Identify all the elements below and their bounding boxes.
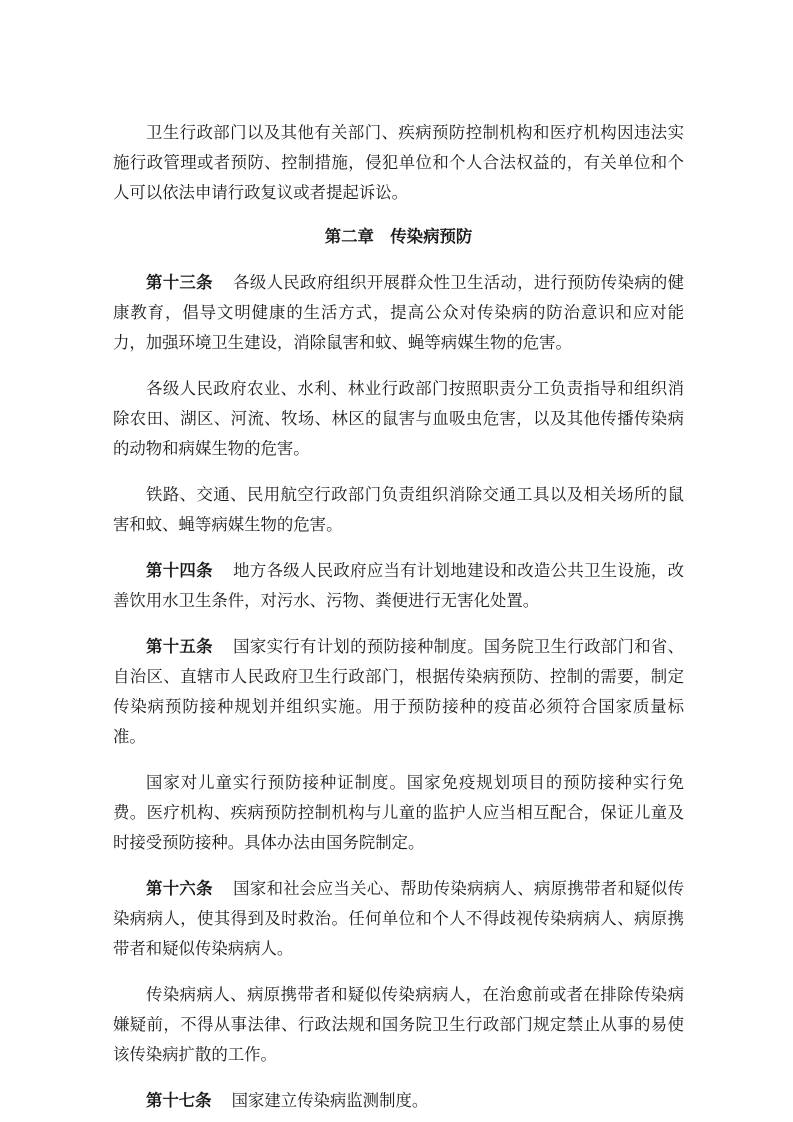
paragraph-text: 各级人民政府组织开展群众性卫生活动，进行预防传染病的健康教育，倡导文明健康的生活方式，提高公众对传染病的防治意识和应对能力，加强环境卫生建设，消除鼠害和蚊、蝇等病媒生物的危害。 [113,273,685,352]
paragraph [113,480,684,540]
paragraph-text: 国家建立传染病监测制度。 [231,1091,429,1110]
article-17 [113,1086,684,1116]
paragraph-text: 国家和社会应当关心、帮助传染病病人、病原携带者和疑似传染病病人，使其得到及时救治。任何单位和个人不得歧视传染病病人、病原携带者和疑似传染病病人。 [113,879,685,958]
paragraph-text: 各级人民政府农业、水利、林业行政部门按照职责分工负责指导和组织消除农田、湖区、河流、牧场、林区的鼠害与血吸虫危害，以及其他传播传染病的动物和病媒生物的危害。 [113,379,684,458]
article-16 [113,874,684,964]
paragraph-text: 国家对儿童实行预防接种证制度。国家免疫规划项目的预防接种实行免费。医疗机构、疾病预防控制机构与儿童的监护人应当相互配合，保证儿童及时接受预防接种。具体办法由国务院制定。 [113,773,684,852]
article-number: 第十七条 [146,1091,212,1110]
article-number: 第十六条 [146,879,213,898]
article-number: 第十三条 [146,273,213,292]
paragraph-text: 地方各级人民政府应当有计划地建设和改造公共卫生设施，改善饮用水卫生条件，对污水、污物、粪便进行无害化处置。 [113,561,685,610]
paragraph [113,118,684,208]
document-body [113,118,684,1116]
article-number: 第十四条 [146,561,213,580]
paragraph [113,980,684,1070]
article-number: 第十五条 [146,637,213,656]
article-15 [113,632,684,752]
article-13 [113,268,684,358]
article-14 [113,556,684,616]
paragraph-text: 传染病病人、病原携带者和疑似传染病病人，在治愈前或者在排除传染病嫌疑前，不得从事法律、行政法规和国务院卫生行政部门规定禁止从事的易使该传染病扩散的工作。 [113,985,684,1064]
paragraph [113,374,684,464]
paragraph-text: 国家实行有计划的预防接种制度。国务院卫生行政部门和省、自治区、直辖市人民政府卫生行政部门，根据传染病预防、控制的需要，制定传染病预防接种规划并组织实施。用于预防接种的疫苗必须符合国家质量标准。 [113,637,685,746]
paragraph-text: 铁路、交通、民用航空行政部门负责组织消除交通工具以及相关场所的鼠害和蚊、蝇等病媒生物的危害。 [113,485,684,534]
paragraph [113,768,684,858]
chapter-heading: 第二章 传染病预防 [324,227,473,246]
paragraph-text: 卫生行政部门以及其他有关部门、疾病预防控制机构和医疗机构因违法实施行政管理或者预防、控制措施，侵犯单位和个人合法权益的，有关单位和个人可以依法申请行政复议或者提起诉讼。 [113,123,684,202]
